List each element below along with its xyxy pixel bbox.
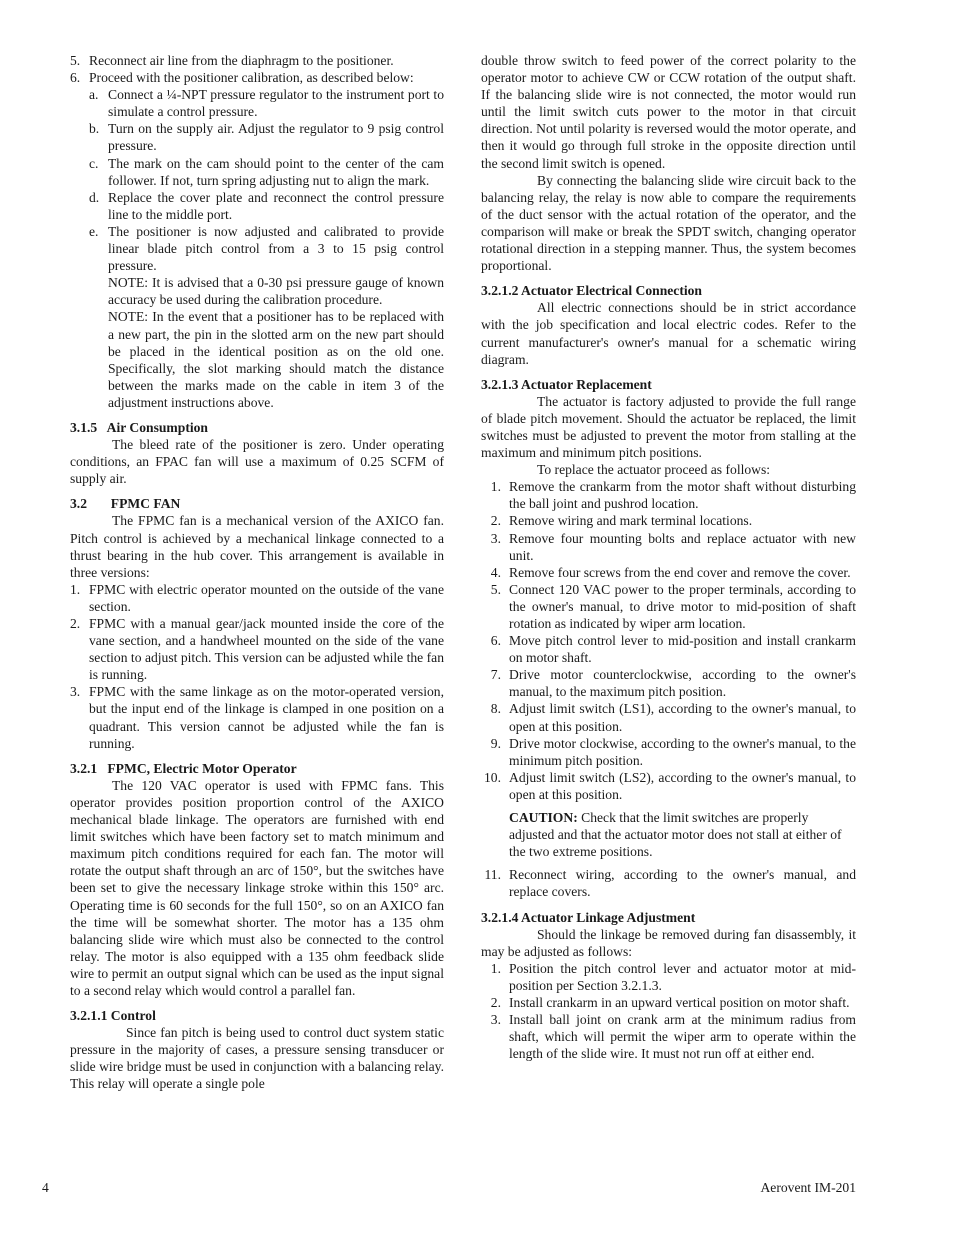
list-item: 1. Position the pitch control lever and actuator motor at mid-position per Section 3.2.1.3. bbox=[490, 960, 856, 993]
paragraph-balancing: By connecting the balancing slide wire circuit back to the balancing relay, the relay is now able to compare the requirements of the duct sensor with the actual rotation of the operator, and the comparison will make or break the SPDT switch, changing operator rotational direction in a stepping manner. Thus, the system becomes proportional. bbox=[481, 172, 856, 274]
paragraph-electric-operator: The 120 VAC operator is used with FPMC fans. This operator provides position proportion control of the AXICO mechanical blade linkage. The operators are furnished with end limit switches which have been factory set to match minimum and maximum pitch conditions required for each fan. The motor will rotate the output shaft through an arc of 150°, but the switches have been set to give the necessary linkage stroke within this 150° arc. Operating time is 60 seconds for the full 150°, so on an AXICO fan the time will be somewhat shorter. The motor has a 135 ohm balancing slide wire which must also be connected to the control relay. The motor is also equipped with a 135 ohm feedback slide wire to permit an output signal which can be used as the input signal to a second relay which would control a parallel fan. bbox=[70, 777, 444, 998]
paragraph-electrical-connection: All electric connections should be in strict accordance with the job specification and local electric codes. Refer to the current manufacturer's owner's manual for a schematic wiring diagram. bbox=[481, 300, 856, 367]
sub-list-item: d. Replace the cover plate and reconnect the control pressure line to the middle port. bbox=[89, 189, 444, 222]
list-item: 8. Adjust limit switch (LS1), according to the owner's manual, to open at this position. bbox=[490, 701, 856, 734]
list-item: 5. Reconnect air line from the diaphragm to the positioner. bbox=[70, 53, 394, 68]
sub-list-item: b. Turn on the supply air. Adjust the regulator to 9 psig control pressure. bbox=[89, 121, 444, 154]
list-item: 3. Remove four mounting bolts and replace actuator with new unit. bbox=[490, 530, 856, 563]
sub-list-item: a. Connect a ¼-NPT pressure regulator to the instrument port to simulate a control pressure. bbox=[89, 87, 444, 120]
calibration-note: NOTE: It is advised that a 0-30 psi pressure gauge of known accuracy be used during the calibration procedure. bbox=[108, 275, 444, 308]
heading-3-2-1-1: 3.2.1.1 Control bbox=[70, 1008, 156, 1024]
paragraph-control: Since fan pitch is being used to control duct system static pressure in the majority of cases, a pressure sensing transducer or slide wire bridge must be used in conjunction with a balancing relay. This relay will operate a single pole bbox=[70, 1025, 444, 1092]
paragraph-fpmc-fan: The FPMC fan is a mechanical version of the AXICO fan. Pitch control is achieved by a mechanical linkage connected to a thrust bearing in the hub cover. This arrangement is available in three versions: bbox=[70, 513, 444, 580]
list-item: 5. Connect 120 VAC power to the proper terminals, according to the owner's manual, to drive motor to mid-position of shaft rotation as indicated by wiper arm location. bbox=[490, 581, 856, 631]
paragraph-air-consumption: The bleed rate of the positioner is zero. Under operating conditions, an FPAC fan will use a maximum of 0.25 SCFM of supply air. bbox=[70, 437, 444, 487]
paragraph-control-continued: double throw switch to feed power of the correct polarity to the operator motor to achieve CW or CCW rotation of the output shaft. If the balancing slide wire is not connected, the motor would run until the limit switch cuts power to the motor in that circuit direction. Not until polarity is reversed would the motor operate, and then it would go through full stroke in the opposite direction until the second limit switch is opened. bbox=[481, 53, 856, 171]
list-item: 10. Adjust limit switch (LS2), according to the owner's manual, to open at this position. bbox=[484, 769, 856, 802]
replacement-note: NOTE: In the event that a positioner has to be replaced with a new part, the pin in the slotted arm on the new part should be placed in the identical position as on the old one. Specifically, the slot marking should match the distance between the marks made on the cable in item 3 of the adjustment instructions above. bbox=[108, 309, 444, 410]
heading-3-2-1: 3.2.1 FPMC, Electric Motor Operator bbox=[70, 760, 297, 776]
list-item: 1. FPMC with electric operator mounted on the outside of the vane section. bbox=[70, 581, 444, 614]
list-item: 7. Drive motor counterclockwise, according to the owner's manual, to the maximum pitch position. bbox=[490, 667, 856, 700]
list-item: 9. Drive motor clockwise, according to the owner's manual, to the minimum pitch position. bbox=[490, 735, 856, 768]
heading-3-2-1-3: 3.2.1.3 Actuator Replacement bbox=[481, 376, 652, 392]
list-item: 3. FPMC with the same linkage as on the motor-operated version, but the input end of the linkage is clamped in one position on a quadrant. This version cannot be adjusted while the fan is running. bbox=[70, 684, 444, 751]
heading-3-2-1-4: 3.2.1.4 Actuator Linkage Adjustment bbox=[481, 909, 696, 925]
sub-list-item: c. The mark on the cam should point to the center of the cam follower. If not, turn spring adjusting nut to align the mark. bbox=[89, 155, 444, 188]
list-item: 4. Remove four screws from the end cover and remove the cover. bbox=[490, 564, 851, 580]
document-id: Aerovent IM-201 bbox=[760, 1180, 856, 1195]
paragraph-replace-intro: To replace the actuator proceed as follows: bbox=[537, 462, 771, 478]
paragraph-actuator-replacement: The actuator is factory adjusted to provide the full range of blade pitch movement. Should the actuator be replaced, the limit switches must be adjusted to prevent the motor from stalling at the maximum and minimum pitch positions. bbox=[481, 393, 856, 461]
list-item: 11. Reconnect wiring, according to the owner's manual, and replace covers. bbox=[484, 867, 856, 900]
left-column bbox=[70, 52, 444, 1093]
heading-3-2: 3.2 FPMC FAN bbox=[70, 496, 181, 512]
list-item: 2. Install crankarm in an upward vertical position on motor shaft. bbox=[490, 994, 850, 1010]
caution-label: CAUTION: bbox=[509, 810, 578, 826]
list-item: 3. Install ball joint on crank arm at the minimum radius from shaft, which will permit the wiper arm to operate within the length of the slide wire. It must not run off at either end. bbox=[490, 1012, 856, 1062]
list-item: 6. Move pitch control lever to mid-position and install crankarm on motor shaft. bbox=[490, 633, 856, 666]
list-item: 1. Remove the crankarm from the motor shaft without disturbing the ball joint and pushrod location. bbox=[490, 479, 856, 512]
sub-list-item: e. The positioner is now adjusted and calibrated to provide linear blade pitch control from a 3 to 15 psig control pressure. bbox=[89, 223, 444, 274]
right-column bbox=[481, 52, 856, 1062]
list-item: 2. FPMC with a manual gear/jack mounted inside the core of the vane section, and a handwheel mounted on the side of the vane section to adjust pitch. This version can be adjusted while the fan is running. bbox=[70, 616, 444, 683]
page-number: 4 bbox=[42, 1180, 49, 1195]
heading-3-2-1-2: 3.2.1.2 Actuator Electrical Connection bbox=[481, 283, 702, 299]
caution-note: CAUTION: Check that the limit switches are properly adjusted and that the actuator motor does not stall at either of the two extreme positions. bbox=[509, 810, 842, 860]
paragraph-linkage-adjustment: Should the linkage be removed during fan disassembly, it may be adjusted as follows: bbox=[481, 926, 856, 959]
list-item: 6. Proceed with the positioner calibration, as described below: bbox=[70, 70, 414, 86]
heading-3-1-5: 3.1.5 Air Consumption bbox=[70, 419, 208, 435]
list-item: 2. Remove wiring and mark terminal locations. bbox=[490, 513, 753, 529]
